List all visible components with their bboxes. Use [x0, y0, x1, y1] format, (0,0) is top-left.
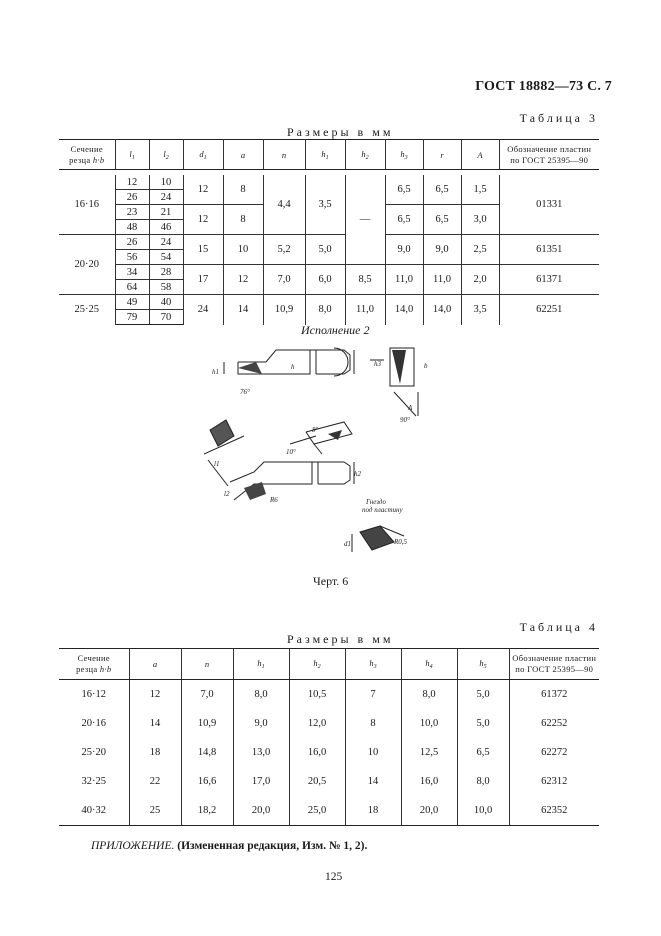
cell: 62272: [509, 738, 599, 767]
cell: 8: [223, 205, 263, 235]
angle-10: 10°: [286, 448, 296, 456]
t3-section-3: 25·25: [59, 295, 115, 325]
cell: 6,5: [385, 205, 423, 235]
table4-caption: Таблица 4: [519, 620, 598, 634]
table3: [59, 139, 599, 325]
cell: 17,0: [233, 767, 289, 796]
t3-h-l1: $l_1$: [115, 140, 149, 170]
dim-h: h: [291, 363, 295, 371]
table-row: [59, 175, 599, 190]
appendix-note: [91, 840, 367, 852]
table-row: [59, 235, 599, 250]
cell: 40: [149, 295, 183, 310]
cell: 54: [149, 250, 183, 265]
cell: 12: [115, 175, 149, 190]
cell: 5,2: [263, 235, 305, 265]
dim-l1: l1: [214, 460, 220, 468]
table-row: [59, 738, 599, 767]
cell: 12: [183, 205, 223, 235]
cell: 62352: [509, 796, 599, 826]
t4-h-h1: $h_1$: [233, 649, 289, 680]
cell: 10,0: [401, 709, 457, 738]
table3-dims: Размеры в мм: [287, 125, 394, 139]
cell: 7,0: [263, 265, 305, 295]
cell: 62251: [499, 295, 599, 325]
cell: 8,0: [401, 680, 457, 710]
cell: 14: [345, 767, 401, 796]
cell: 28: [149, 265, 183, 280]
cell: 12: [129, 680, 181, 710]
tool-side-view: [230, 462, 354, 500]
cell: 58: [149, 280, 183, 295]
t3-h-A: A: [461, 140, 499, 170]
angle-8: 8°: [312, 426, 319, 434]
dim-d1: d1: [344, 540, 351, 548]
cell: 14,0: [423, 295, 461, 325]
cell: 20·16: [59, 709, 129, 738]
t3-section-1: 16·16: [59, 175, 115, 235]
table-row: [59, 709, 599, 738]
dim-l2: l2: [224, 490, 230, 498]
t3-h-a: a: [223, 140, 263, 170]
cell: 9,0: [385, 235, 423, 265]
table4-header-row: [59, 649, 599, 680]
tool-detail-view: [290, 422, 352, 454]
t4-h-n: n: [181, 649, 233, 680]
dim-h1: h1: [212, 368, 219, 376]
cell: 5,0: [305, 235, 345, 265]
drawing-6: [204, 336, 454, 578]
tool-top-view: [224, 348, 354, 376]
cell: 11,0: [345, 295, 385, 325]
t4-h-plate: Обозначение пластин по ГОСТ 25395—90: [509, 649, 599, 680]
cell: 8,0: [305, 295, 345, 325]
table-row: [59, 265, 599, 280]
t3-section-2: 20·20: [59, 235, 115, 295]
table4: [59, 648, 599, 826]
page-number: 125: [325, 871, 343, 883]
tool-insert-view: [204, 420, 244, 486]
cell: 8: [223, 175, 263, 205]
cell: 14: [223, 295, 263, 325]
cell: 18: [129, 738, 181, 767]
dim-A: A: [408, 404, 413, 412]
cell: 26: [115, 235, 149, 250]
cell: 14,0: [385, 295, 423, 325]
t3-h-section: Сечение резца h·b: [59, 140, 115, 170]
t4-h-h4: $h_4$: [401, 649, 457, 680]
t3-h-r: r: [423, 140, 461, 170]
cell: 15: [183, 235, 223, 265]
t3-h-l2: $l_2$: [149, 140, 183, 170]
t3-h-d1: $d_1$: [183, 140, 223, 170]
cell: 10,9: [263, 295, 305, 325]
angle-76: 76°: [240, 388, 250, 396]
cell: 8,0: [233, 680, 289, 710]
dim-h2: h2: [354, 470, 361, 478]
dim-r05: R0,5: [394, 538, 408, 546]
cell: 10,9: [181, 709, 233, 738]
dim-h3: h3: [374, 360, 381, 368]
cell: 14,8: [181, 738, 233, 767]
t3-h-n: n: [263, 140, 305, 170]
cell: 8,5: [345, 265, 385, 295]
cell: 10,0: [457, 796, 509, 826]
table-row: [59, 295, 599, 310]
cell: 10: [149, 175, 183, 190]
cell: 01331: [499, 175, 599, 235]
cell: 10: [345, 738, 401, 767]
cell: 6,0: [305, 265, 345, 295]
t3-h-h2: $h_2$: [345, 140, 385, 170]
cell: 10,5: [289, 680, 345, 710]
t3-h-h3: $h_3$: [385, 140, 423, 170]
drawing-labels: [212, 360, 428, 548]
cell: 16,6: [181, 767, 233, 796]
angle-90: 90°: [400, 416, 410, 424]
t3-h-h1: $h_1$: [305, 140, 345, 170]
cell: 4,4: [263, 175, 305, 235]
cell: 13,0: [233, 738, 289, 767]
cell: 17: [183, 265, 223, 295]
cell: 25: [129, 796, 181, 826]
cell: 79: [115, 310, 149, 325]
socket-label-1: Гнездо: [366, 498, 386, 506]
cell: 62252: [509, 709, 599, 738]
cell: 6,5: [423, 205, 461, 235]
cell: 22: [129, 767, 181, 796]
cell: 2,5: [461, 235, 499, 265]
t4-h-a: a: [129, 649, 181, 680]
dim-r6: R6: [270, 496, 278, 504]
table4-dims: Размеры в мм: [287, 632, 394, 646]
table-row: [59, 767, 599, 796]
cell: 26: [115, 190, 149, 205]
cell: 6,5: [385, 175, 423, 205]
cell: 23: [115, 205, 149, 220]
cell: 7: [345, 680, 401, 710]
cell: 49: [115, 295, 149, 310]
cell: 8,0: [457, 767, 509, 796]
cell: 2,0: [461, 265, 499, 295]
table3-header-row: [59, 140, 599, 170]
cell: 20,5: [289, 767, 345, 796]
cell: 6,5: [423, 175, 461, 205]
cell: 12,0: [289, 709, 345, 738]
cell: 62312: [509, 767, 599, 796]
cell: 12: [183, 175, 223, 205]
cell: 16,0: [401, 767, 457, 796]
execution-label: Исполнение 2: [301, 323, 370, 337]
cell: 34: [115, 265, 149, 280]
t4-h-h3: $h_3$: [345, 649, 401, 680]
cell: 70: [149, 310, 183, 325]
cell: 5,0: [457, 680, 509, 710]
cell: 12: [223, 265, 263, 295]
cell: 20,0: [233, 796, 289, 826]
cell: 6,5: [457, 738, 509, 767]
cell: 8: [345, 709, 401, 738]
cell: 11,0: [423, 265, 461, 295]
cell: 46: [149, 220, 183, 235]
cell: 18,2: [181, 796, 233, 826]
cell: 10: [223, 235, 263, 265]
cell: 25,0: [289, 796, 345, 826]
cell: 18: [345, 796, 401, 826]
table3-caption: Таблица 3: [519, 111, 598, 125]
cell: 64: [115, 280, 149, 295]
cell: 32·25: [59, 767, 129, 796]
cell: 9,0: [423, 235, 461, 265]
cell: 24: [149, 190, 183, 205]
cell: 24: [183, 295, 223, 325]
cell: 3,0: [461, 205, 499, 235]
cell: 3,5: [461, 295, 499, 325]
cell: 56: [115, 250, 149, 265]
t4-h-section: Сечение резца h·b: [59, 649, 129, 680]
cell: 61371: [499, 265, 599, 295]
cell: 21: [149, 205, 183, 220]
cell: 16,0: [289, 738, 345, 767]
table-row: [59, 680, 599, 710]
cell: 61372: [509, 680, 599, 710]
cell: 3,5: [305, 175, 345, 235]
table-row: [59, 796, 599, 826]
cell: 16·12: [59, 680, 129, 710]
cell: 61351: [499, 235, 599, 265]
cell: 40·32: [59, 796, 129, 826]
page-header: ГОСТ 18882—73 С. 7: [475, 79, 612, 94]
cell: 25·20: [59, 738, 129, 767]
socket-label-2: под пластину: [362, 506, 403, 514]
cell: 1,5: [461, 175, 499, 205]
t4-h-h2: $h_2$: [289, 649, 345, 680]
cell: 9,0: [233, 709, 289, 738]
cell: 48: [115, 220, 149, 235]
cell: 20,0: [401, 796, 457, 826]
cell: 24: [149, 235, 183, 250]
t4-h-h5: $h_5$: [457, 649, 509, 680]
drawing-caption: Черт. 6: [313, 574, 349, 588]
dim-b: b: [424, 362, 428, 370]
cell: 14: [129, 709, 181, 738]
cell: —: [345, 175, 385, 265]
appendix-revision: (Измененная редакция, Изм. № 1, 2).: [177, 840, 368, 852]
t3-h-plate: Обозначение пластин по ГОСТ 25395—90: [499, 140, 599, 170]
cell: 12,5: [401, 738, 457, 767]
appendix-label: ПРИЛОЖЕНИЕ.: [91, 840, 175, 852]
cell: 5,0: [457, 709, 509, 738]
cell: 11,0: [385, 265, 423, 295]
cell: 7,0: [181, 680, 233, 710]
